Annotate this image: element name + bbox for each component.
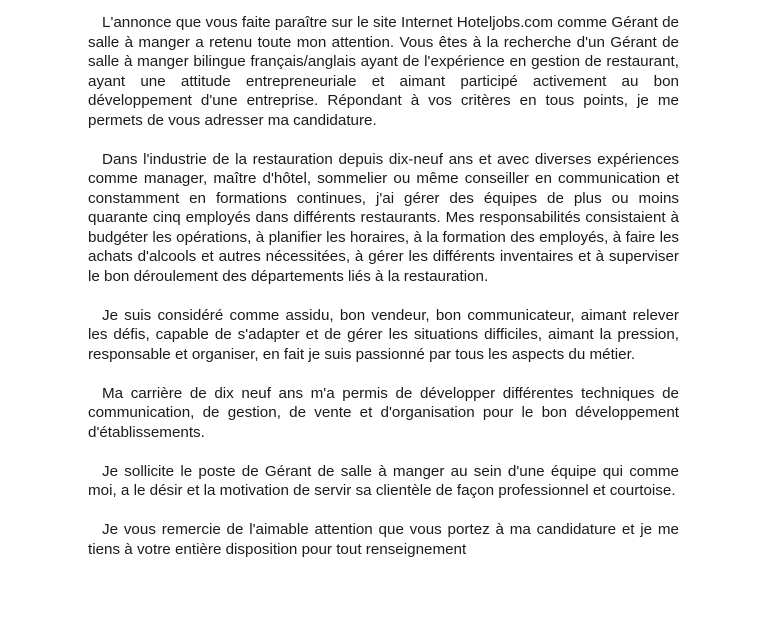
paragraph-qualities: Je suis considéré comme assidu, bon vendeur, bon communicateur, aimant relever les défis, capable de s'adapter et de gérer les situations difficiles, aimant la pression, responsable et organiser, en fait je suis passionné par tous les aspects du métier. bbox=[88, 306, 679, 363]
paragraph-career: Ma carrière de dix neuf ans m'a permis de développer différentes techniques de communication, de gestion, de vente et d'organisation pour le bon développement d'établissements. bbox=[88, 384, 679, 441]
paragraph-experience: Dans l'industrie de la restauration depuis dix-neuf ans et avec diverses expériences comme manager, maître d'hôtel, sommelier ou même conseiller en communication et constamment en formations continues, j'ai gérer des équipes de plus ou moins quarante cinq employés dans différents restaurants. Mes responsabilités consistaient à budgéter les opérations, à planifier les horaires, à la formation des employés, à faire les achats d'alcools et autres nécessitées, à gérer les différents inventaires et à superviser le bon déroulement des départements liés à la restauration. bbox=[88, 150, 679, 285]
paragraph-closing: Je vous remercie de l'aimable attention que vous portez à ma candidature et je me tiens à votre entière disposition pour tout renseignement bbox=[88, 521, 679, 558]
paragraph-request: Je sollicite le poste de Gérant de salle à manger au sein d'une équipe qui comme moi, a le désir et la motivation de servir sa clientèle de façon professionnel et courtoise. bbox=[88, 462, 679, 499]
cover-letter-body bbox=[88, 13, 679, 579]
paragraph-intro: L'annonce que vous faite paraître sur le site Internet Hoteljobs.com comme Gérant de salle à manger a retenu toute mon attention. Vous êtes à la recherche d'un Gérant de salle à manger bilingue français/anglais ayant de l'expérience en gestion de restaurant, ayant une attitude entrepreneuriale et aimant participé activement au bon développement d'une entreprise. Répondant à vos critères en tous points, je me permets de vous adresser ma candidature. bbox=[88, 14, 679, 129]
